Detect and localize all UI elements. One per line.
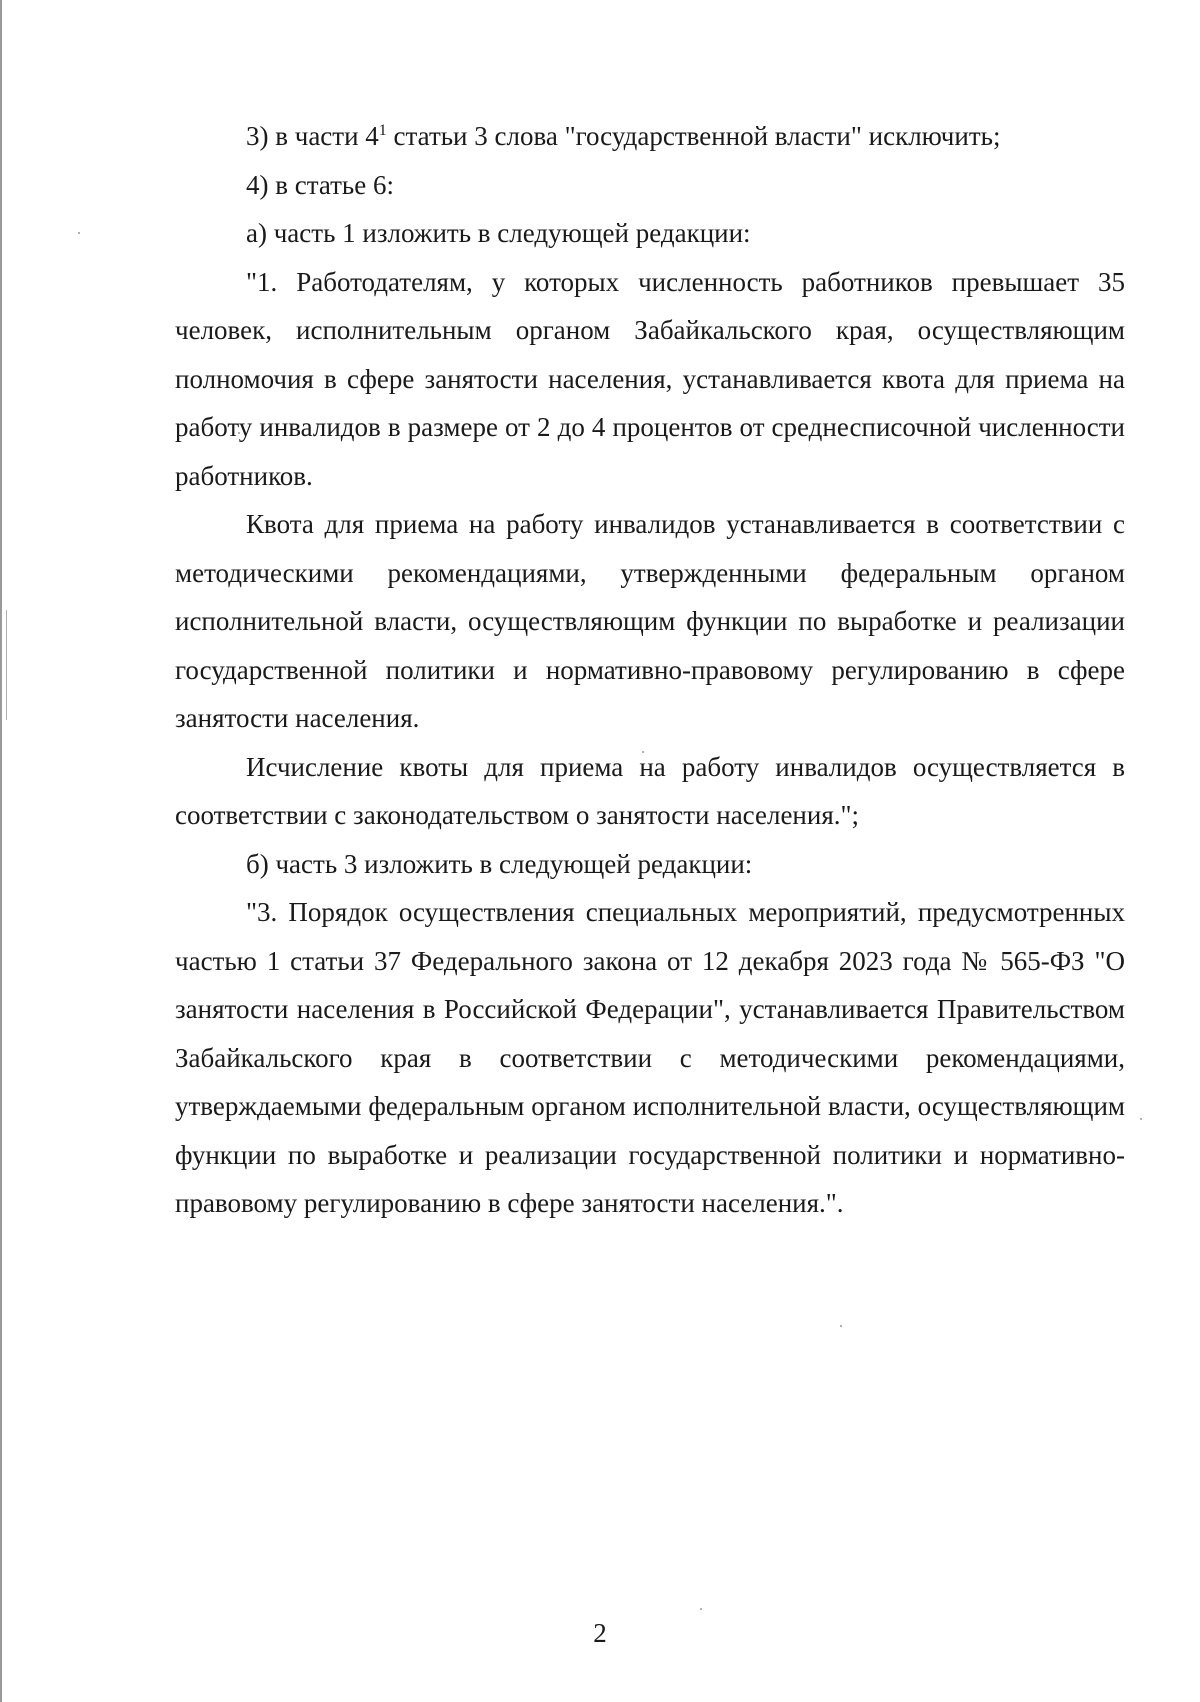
scan-speck [78,232,80,234]
superscript: 1 [378,122,387,139]
paragraph-text: статьи 3 слова "государственной власти" исключить; [386,121,1001,151]
paragraph-item-3 [175,112,1125,161]
paragraph-quote-part-1: "1. Работодателям, у которых численность работников превышает 35 человек, исполнительным органом Забайкальского края, осуществляющим полномочия в сфере занятости населения, устанавливается квота для приема на работу инвалидов в размере от 2 до 4 процентов от среднесписочной численности работников. [175,266,1125,491]
paragraph-item-4a: а) часть 1 изложить в следующей редакции: [246,218,751,248]
paragraph-item-4: 4) в статье 6: [246,169,394,200]
scan-edge-mark [6,610,7,720]
page-number: 2 [593,1618,607,1648]
scan-speck [840,1325,842,1327]
scan-speck [1140,1118,1142,1120]
document-body [175,112,1125,1228]
paragraph-quota-method: Квота для приема на работу инвалидов устанавливается в соответствии с методическими рекомендациями, утвержденными федеральным органом исполнительной власти, осуществляющим функции по выработке и реализации государственной политики и нормативно-правовому регулированию в сфере занятости населения. [175,509,1125,733]
scan-edge-line [0,0,2,1702]
paragraph-quote-part-3: "3. Порядок осуществления специальных мероприятий, предусмотренных частью 1 статьи 37 Федерального закона от 12 декабря 2023 года № 565-ФЗ "О занятости населения в Российской Федерации", устанавливается Правительством Забайкальского края в соответствии с методическими рекомендациями, утверждаемыми федеральным органом исполнительной власти, осуществляющим функции по выработке и реализации государственной политики и нормативно-правовому регулированию в сфере занятости населения.". [175,897,1125,1218]
paragraph-item-4b: б) часть 3 изложить в следующей редакции: [246,848,753,879]
paragraph-text: 3) в части 4 [246,121,379,151]
scan-speck [700,1608,702,1610]
paragraph-quota-calc: Исчисление квоты для приема на работу инвалидов осуществляется в соответствии с законодательством о занятости населения."; [175,751,1125,830]
